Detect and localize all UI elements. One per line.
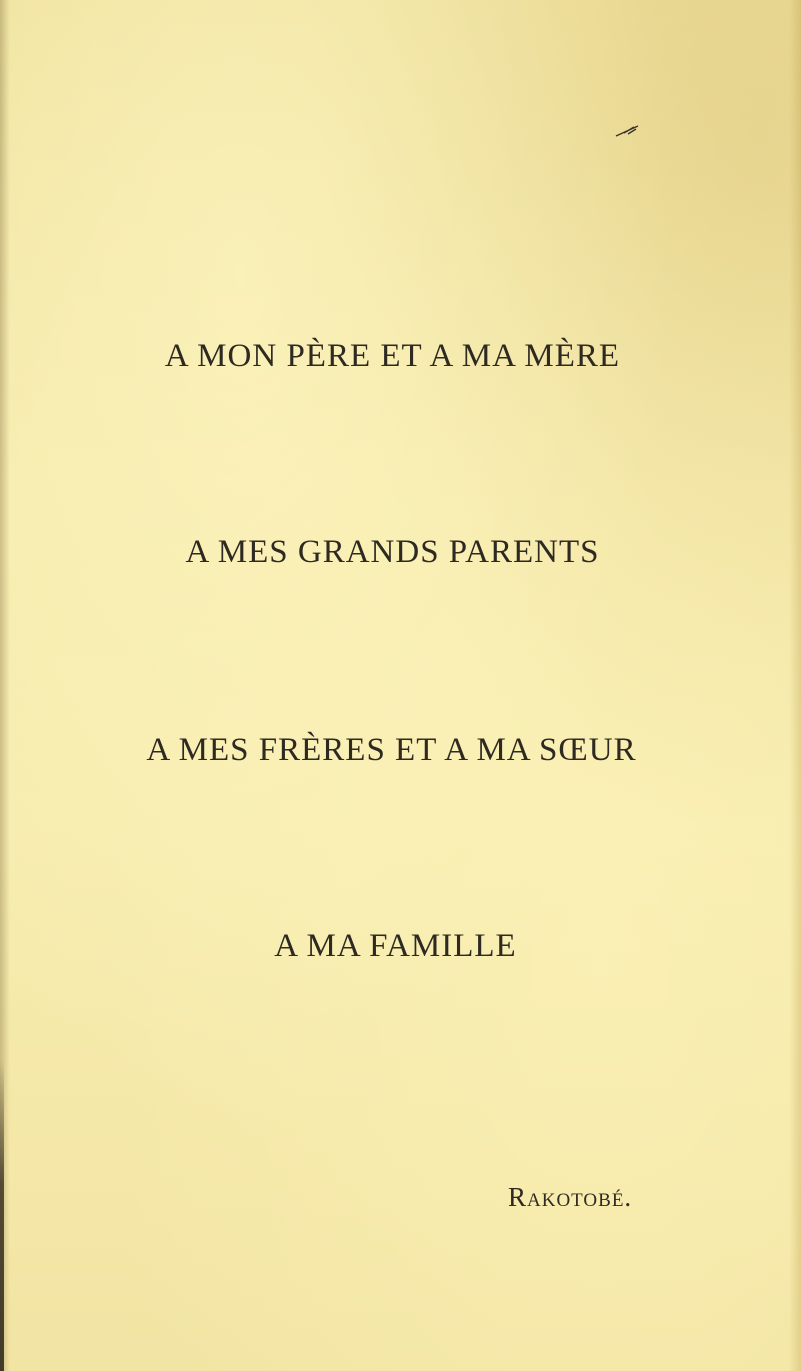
dedication-grandparents: A MES GRANDS PARENTS [185,534,600,570]
ink-mark-icon [614,124,640,138]
dedication-family: A MA FAMILLE [274,928,517,964]
dedication-siblings: A MES FRÈRES ET A MA SŒUR [146,732,637,768]
page-right-edge [789,0,801,1371]
author-signature: Rakotobé. [508,1182,633,1212]
dedication-parents: A MON PÈRE ET A MA MÈRE [164,338,621,374]
binding-shadow [0,1060,4,1371]
